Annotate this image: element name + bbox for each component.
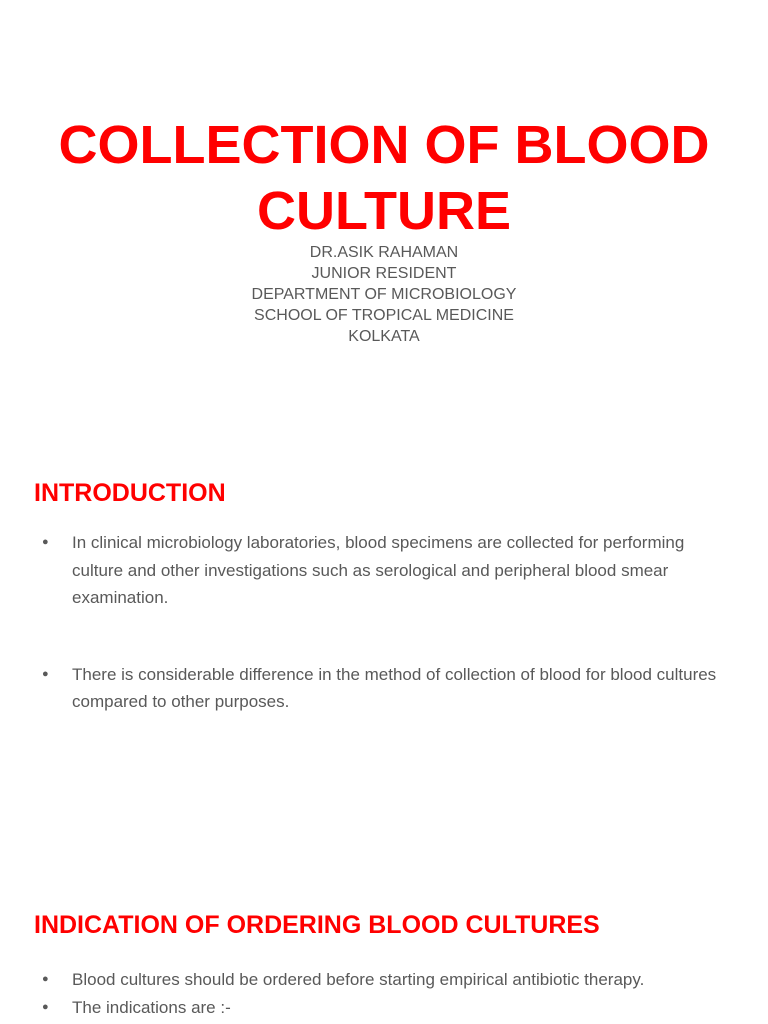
bullet-text: There is considerable difference in the method of collection of blood for blood cultures compared to other purposes.	[72, 664, 717, 711]
author-city: KOLKATA	[348, 328, 420, 345]
bullet-icon: ●	[42, 667, 49, 680]
bullet-text: Blood cultures should be ordered before starting empirical antibiotic therapy.	[72, 970, 645, 989]
bullet-icon: ●	[42, 973, 49, 985]
indication-slide	[0, 860, 768, 1024]
introduction-slide	[0, 420, 768, 860]
introduction-heading: INTRODUCTION	[34, 479, 226, 507]
title-slide	[0, 0, 768, 420]
title-line-1: COLLECTION OF BLOOD	[58, 115, 710, 175]
bullet-icon: ●	[42, 1000, 49, 1013]
list-item	[34, 966, 734, 994]
bullet-text: In clinical microbiology laboratories, blood specimens are collected for performing culture and other investigations such as serological and peripheral blood smear examination.	[72, 533, 685, 607]
presentation-title	[0, 112, 768, 244]
indication-bullet-list	[34, 966, 734, 1021]
list-item	[34, 994, 734, 1022]
author-department: DEPARTMENT OF MICROBIOLOGY	[251, 286, 517, 303]
bullet-text: The indications are :-	[72, 997, 231, 1017]
indication-heading: INDICATION OF ORDERING BLOOD CULTURES	[34, 911, 600, 939]
list-item	[34, 529, 734, 612]
author-position: JUNIOR RESIDENT	[311, 265, 457, 282]
title-line-2: CULTURE	[257, 181, 511, 241]
author-name: DR.ASIK RAHAMAN	[309, 244, 459, 261]
author-institution: SCHOOL OF TROPICAL MEDICINE	[254, 307, 514, 324]
list-item	[34, 661, 734, 716]
introduction-bullet-list	[34, 529, 734, 716]
bullet-icon: ●	[42, 536, 49, 548]
author-block	[0, 242, 768, 347]
